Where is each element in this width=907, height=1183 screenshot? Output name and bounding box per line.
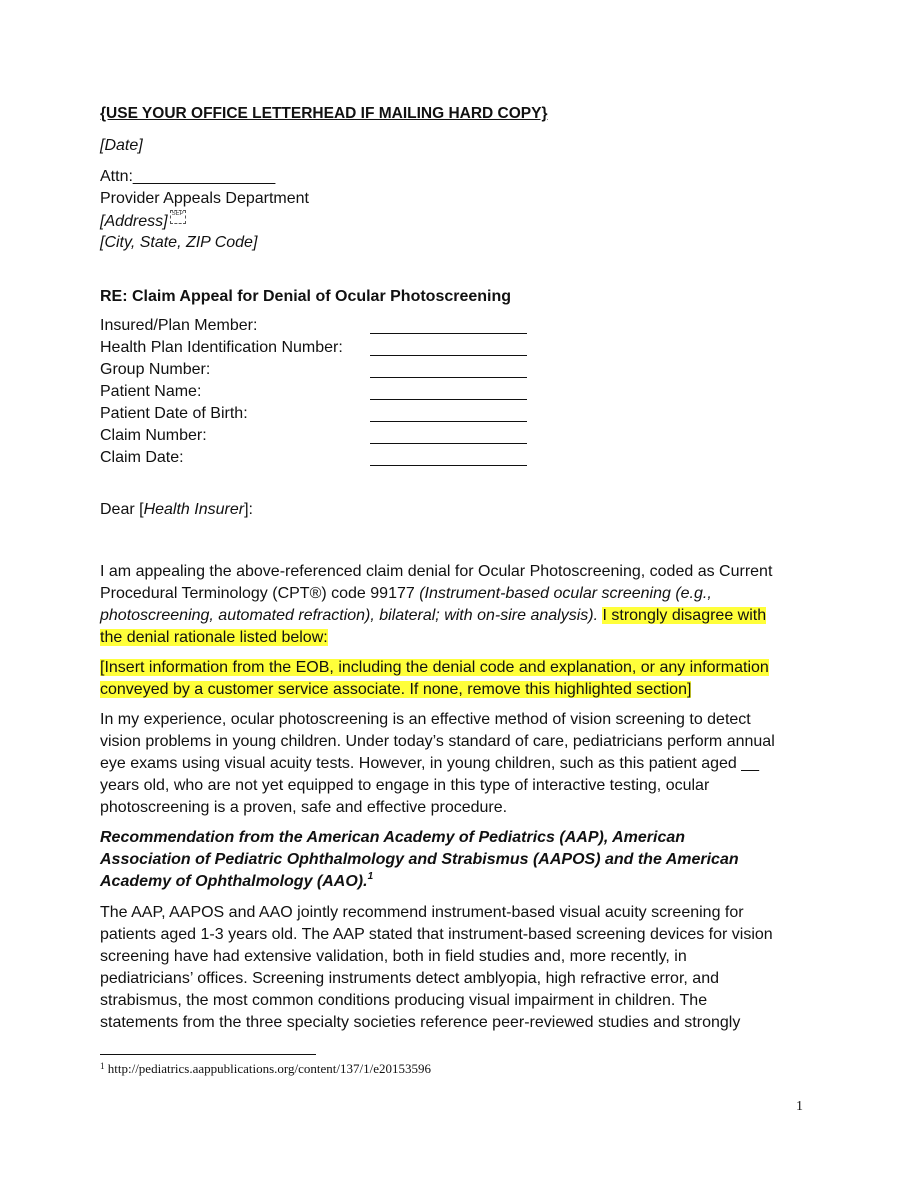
- salutation-prefix: Dear [: [100, 501, 144, 518]
- highlighted-instruction: conveyed by a customer service associate. If none, remove this highlighted section]: [100, 681, 692, 698]
- field-blank-line: [370, 377, 527, 378]
- paragraph-line: statements from the three specialty societies reference peer-reviewed studies and strongly: [100, 1014, 741, 1031]
- re-subject-line: RE: Claim Appeal for Denial of Ocular Photoscreening: [100, 288, 512, 305]
- paragraph-line: patients aged 1-3 years old. The AAP stated that instrument-based screening devices for vision: [100, 926, 773, 943]
- field-blank-line: [370, 421, 527, 422]
- highlighted-disagree-text: the denial rationale listed below:: [100, 629, 328, 646]
- field-row: [100, 359, 530, 381]
- field-label: Insured/Plan Member:: [100, 317, 258, 334]
- highlighted-disagree-text: I strongly disagree with: [602, 607, 767, 624]
- heading-text: Academy of Ophthalmology (AAO).: [100, 873, 368, 890]
- paragraph-line: years old, who are not yet equipped to engage in this type of interactive testing, ocular: [100, 777, 710, 794]
- field-label: Patient Name:: [100, 383, 202, 400]
- salutation-suffix: ]:: [244, 501, 253, 518]
- recommendation-heading: [100, 827, 805, 893]
- field-blank-line: [370, 355, 527, 356]
- paragraph-line: pediatricians’ offices. Screening instruments detect amblyopia, high refractive error, and: [100, 970, 719, 987]
- paragraph-line: strabismus, the most common conditions producing visual impairment in children. The: [100, 992, 708, 1009]
- attn-line: Attn:________________: [100, 168, 276, 185]
- field-blank-line: [370, 399, 527, 400]
- eob-instruction-paragraph: [100, 657, 805, 701]
- field-row: [100, 425, 530, 447]
- appeal-intro-paragraph: [100, 561, 805, 649]
- field-label: Group Number:: [100, 361, 211, 378]
- heading-line: Association of Pediatric Ophthalmology and Strabismus (AAPOS) and the American: [100, 851, 739, 868]
- experience-paragraph: [100, 709, 805, 819]
- highlighted-instruction: [Insert information from the EOB, including the denial code and explanation, or any information: [100, 659, 769, 676]
- paragraph-line: [100, 679, 805, 701]
- field-row: [100, 403, 530, 425]
- paragraph-line: vision problems in young children. Under today’s standard of care, pediatricians perform annual: [100, 733, 775, 750]
- address-placeholder: [Address]: [100, 213, 168, 230]
- department-line: Provider Appeals Department: [100, 190, 309, 207]
- salutation: [100, 499, 253, 521]
- field-blank-line: [370, 465, 527, 466]
- footnote: [100, 1061, 431, 1077]
- cpt-description-cont: photoscreening, automated refraction), bilateral; with on-sire analysis).: [100, 607, 599, 624]
- paragraph-line: [100, 605, 805, 627]
- field-label: Claim Date:: [100, 449, 184, 466]
- cpt-code-text: Procedural Terminology (CPT®) code 99177: [100, 585, 420, 602]
- date-placeholder: [Date]: [100, 137, 143, 154]
- field-label: Claim Number:: [100, 427, 207, 444]
- paragraph-line: eye exams using visual acuity tests. However, in young children, such as this patient aged __: [100, 755, 760, 772]
- paragraph-line: photoscreening is a proven, safe and effective procedure.: [100, 799, 508, 816]
- paragraph-line: [100, 627, 805, 649]
- field-row: [100, 337, 530, 359]
- footnote-mark: 1: [100, 1061, 105, 1071]
- paragraph-line: [100, 657, 805, 679]
- field-row: [100, 315, 530, 337]
- field-blank-line: [370, 443, 527, 444]
- paragraph-line: In my experience, ocular photoscreening is an effective method of vision screening to detect: [100, 711, 751, 728]
- cpt-description: (Instrument-based ocular screening (e.g.,: [419, 585, 712, 602]
- recipient-address-block: [100, 166, 309, 254]
- paragraph-line: [100, 583, 805, 605]
- page-number: 1: [796, 1099, 803, 1114]
- field-label: Patient Date of Birth:: [100, 405, 248, 422]
- field-label: Health Plan Identification Number:: [100, 339, 343, 356]
- letterhead-note: {USE YOUR OFFICE LETTERHEAD IF MAILING HARD COPY}: [100, 105, 548, 122]
- salutation-name: Health Insurer: [143, 501, 245, 518]
- field-blank-line: [370, 333, 527, 334]
- heading-line: Recommendation from the American Academy of Pediatrics (AAP), American: [100, 829, 686, 846]
- paragraph-line: The AAP, AAPOS and AAO jointly recommend instrument-based visual acuity screening for: [100, 904, 744, 921]
- footnote-divider: [100, 1054, 316, 1055]
- field-row: [100, 447, 530, 469]
- city-line: [City, State, ZIP Code]: [100, 234, 258, 251]
- footnote-reference: 1: [367, 871, 374, 882]
- heading-line: [100, 871, 805, 893]
- address-line: [100, 210, 309, 232]
- joint-recommendation-paragraph: [100, 902, 805, 1034]
- field-row: [100, 381, 530, 403]
- footnote-url: http://pediatrics.aappublications.org/content/137/1/e20153596: [104, 1061, 432, 1076]
- separator-glyph: SEP: [170, 210, 186, 224]
- paragraph-line: screening have had extensive validation, both in field studies and, more recently, in: [100, 948, 687, 965]
- paragraph-line: I am appealing the above-referenced claim denial for Ocular Photoscreening, coded as Current: [100, 563, 773, 580]
